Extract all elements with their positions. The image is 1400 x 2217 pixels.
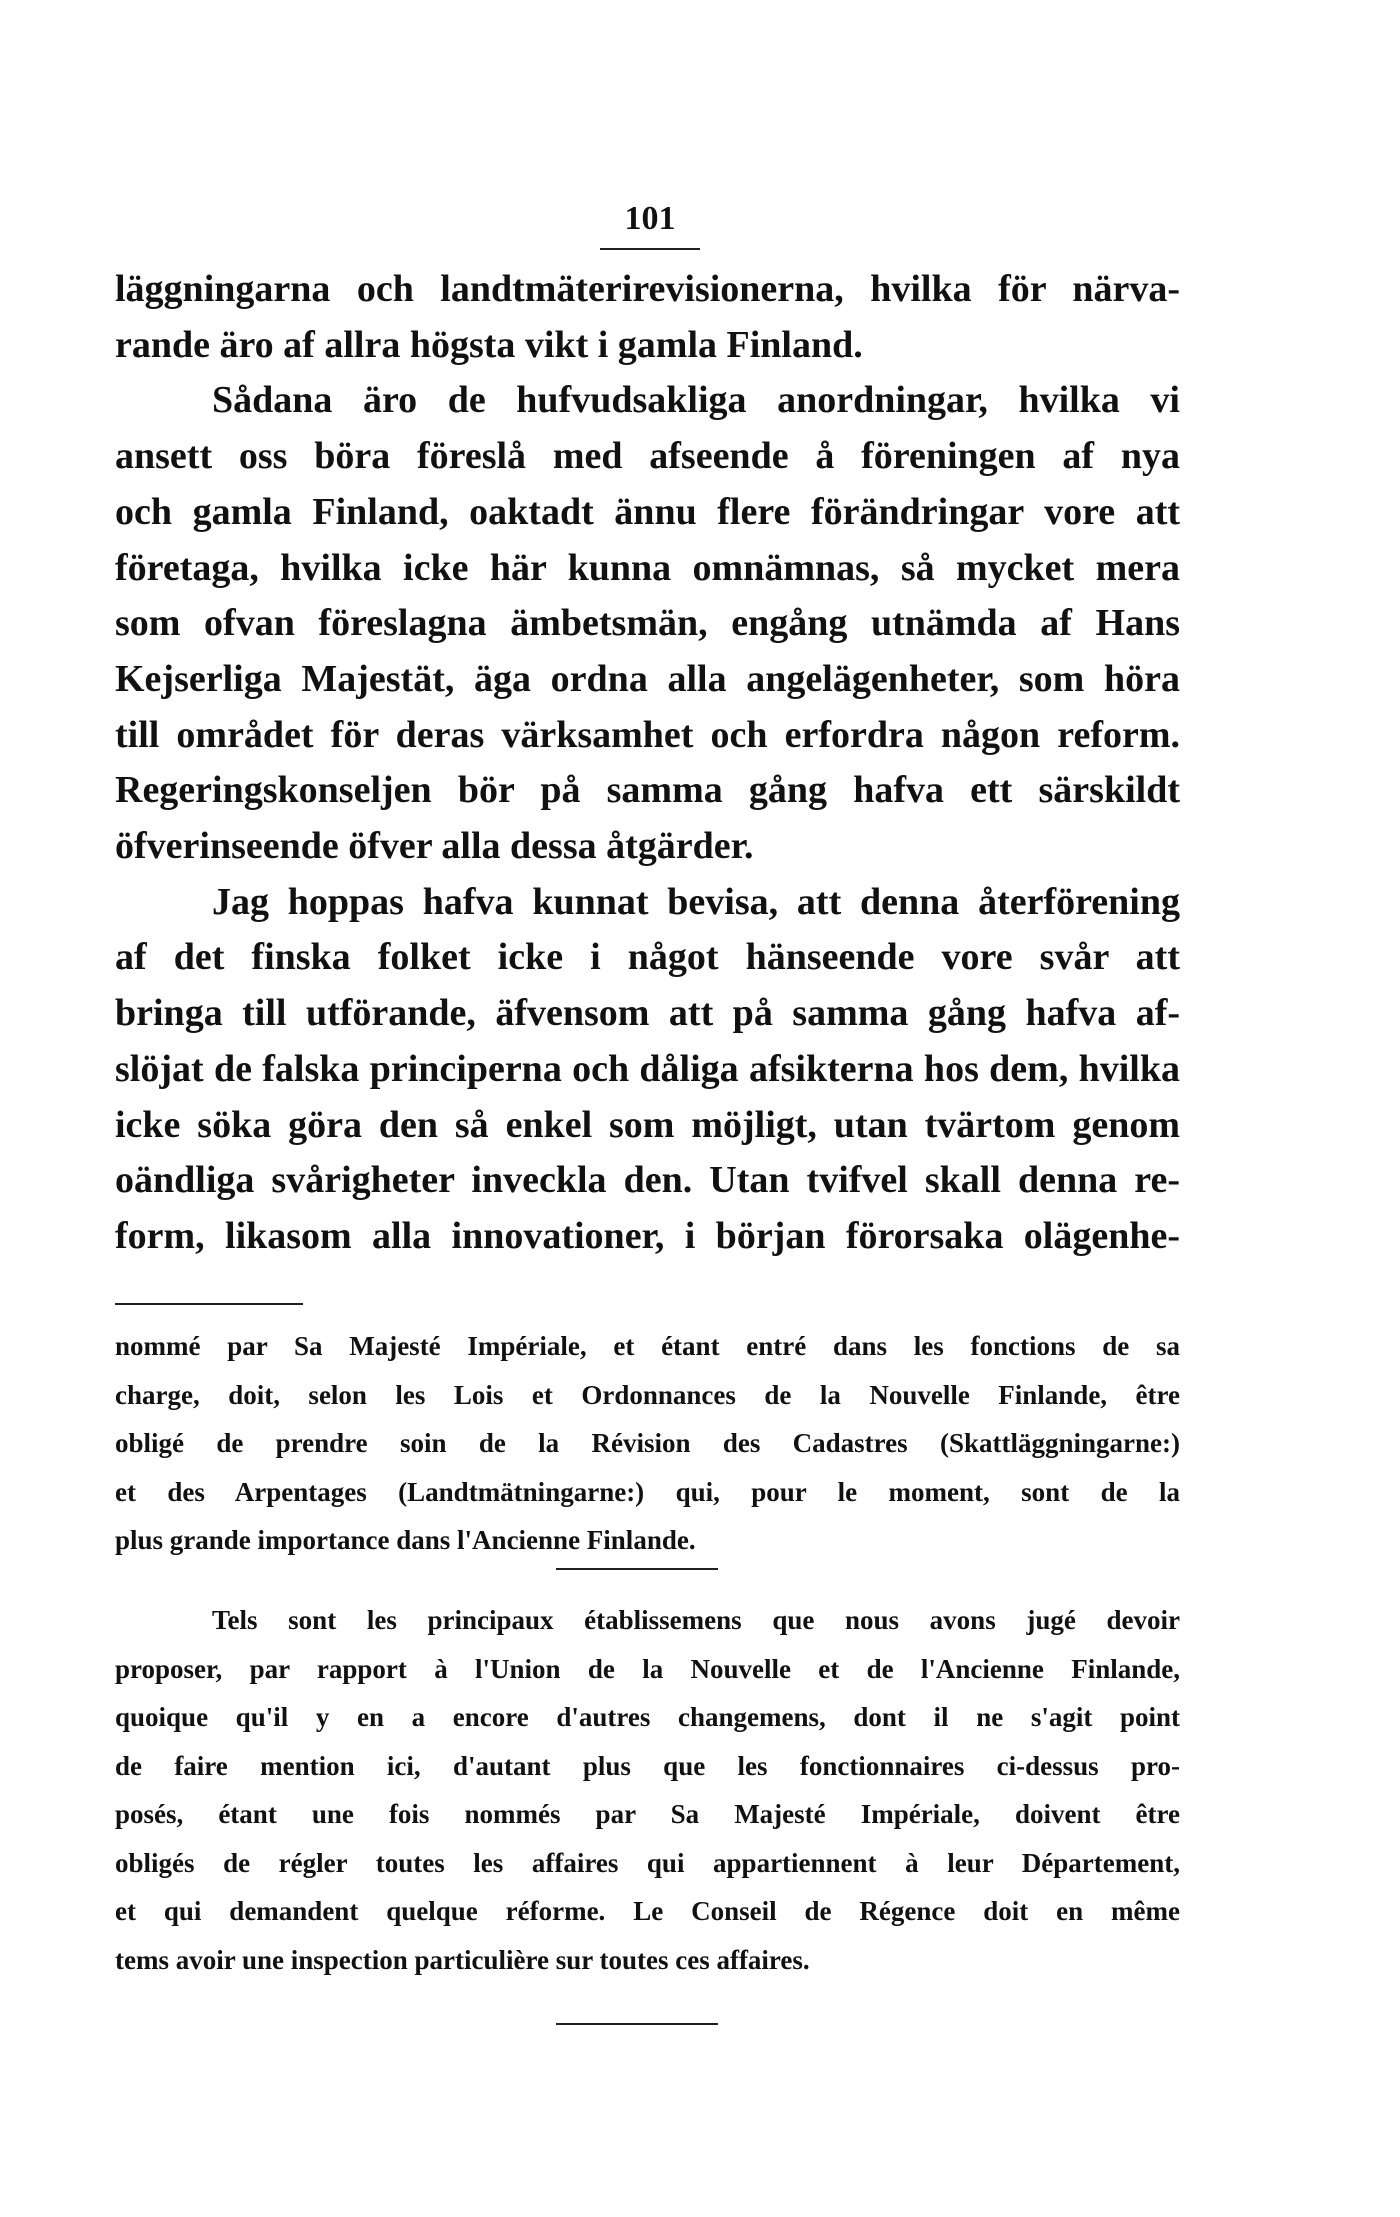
text-line: icke söka göra den så enkel som möjligt, utan tvärtom genom — [115, 1103, 1180, 1146]
text-line: läggningarna och landtmäterirevisionerna, hvilka för närva- — [115, 268, 1180, 310]
text-line: bringa till utförande, äfvensom att på samma gång hafva af- — [115, 992, 1180, 1035]
page-number-rule — [600, 248, 700, 250]
text-line: form, likasom alla innovationer, i början förorsaka olägenhe- — [115, 1214, 1180, 1257]
main-swedish-text — [115, 262, 1180, 1265]
text-line: oändliga svårigheter inveckla den. Utan tvifvel skall denna re- — [115, 1159, 1180, 1202]
text-line: Jag hoppas hafva kunnat bevisa, att denna återförening — [212, 880, 1180, 923]
french-line: posés, étant une fois nommés par Sa Majesté Impériale, doivent être — [115, 1799, 1180, 1829]
text-line: som ofvan föreslagna ämbetsmän, engång utnämda af Hans — [115, 602, 1180, 645]
section-divider — [556, 1568, 718, 1570]
page-number: 101 — [624, 200, 676, 237]
footnote-line: obligé de prendre soin de la Révision des Cadastres (Skattläggningarne:) — [115, 1428, 1180, 1458]
french-line: et qui demandent quelque réforme. Le Conseil de Régence doit en même — [115, 1896, 1180, 1926]
text-line: rande äro af allra högsta vikt i gamla Finland. — [115, 323, 863, 366]
footnote-line: plus grande importance dans l'Ancienne Finlande. — [115, 1525, 696, 1555]
text-line: Regeringskonseljen bör på samma gång hafva ett särskildt — [115, 769, 1180, 812]
footnote-french-text — [115, 1322, 1180, 1565]
footnote-line: et des Arpentages (Landtmätningarne:) qui, pour le moment, sont de la — [115, 1476, 1180, 1507]
text-line: ansett oss böra föreslå med afseende å föreningen af nya — [115, 435, 1180, 478]
text-line: företaga, hvilka icke här kunna omnämnas, så mycket mera — [115, 546, 1180, 589]
french-line: quoique qu'il y en a encore d'autres changemens, dont il ne s'agit point — [115, 1702, 1180, 1732]
footnote-separator — [115, 1303, 303, 1305]
text-line: Kejserliga Majestät, äga ordna alla angelägenheter, som höra — [115, 657, 1180, 700]
french-line: proposer, par rapport à l'Union de la Nouvelle et de l'Ancienne Finlande, — [115, 1653, 1180, 1684]
french-line: Tels sont les principaux établissemens que nous avons jugé devoir — [212, 1605, 1180, 1635]
text-line: och gamla Finland, oaktadt ännu flere förändringar vore att — [115, 490, 1180, 533]
footnote-line: charge, doit, selon les Lois et Ordonnances de la Nouvelle Finlande, être — [115, 1379, 1180, 1410]
french-line: obligés de régler toutes les affaires qui appartiennent à leur Département, — [115, 1847, 1180, 1878]
text-line: af det finska folket icke i något hänseende vore svår att — [115, 936, 1180, 979]
text-line: till området för deras värksamhet och erfordra någon reform. — [115, 713, 1180, 756]
section-divider — [556, 2023, 718, 2025]
french-paragraph — [115, 1596, 1180, 1984]
french-line: tems avoir une inspection particulière sur toutes ces affaires. — [115, 1944, 810, 1975]
text-line: öfverinseende öfver alla dessa åtgärder. — [115, 825, 754, 868]
text-line: Sådana äro de hufvudsakliga anordningar, hvilka vi — [212, 379, 1180, 422]
footnote-line: nommé par Sa Majesté Impériale, et étant entré dans les fonctions de sa — [115, 1331, 1180, 1361]
french-line: de faire mention ici, d'autant plus que les fonctionnaires ci-dessus pro- — [115, 1750, 1180, 1781]
text-line: slöjat de falska principerna och dåliga afsikterna hos dem, hvilka — [115, 1047, 1180, 1090]
